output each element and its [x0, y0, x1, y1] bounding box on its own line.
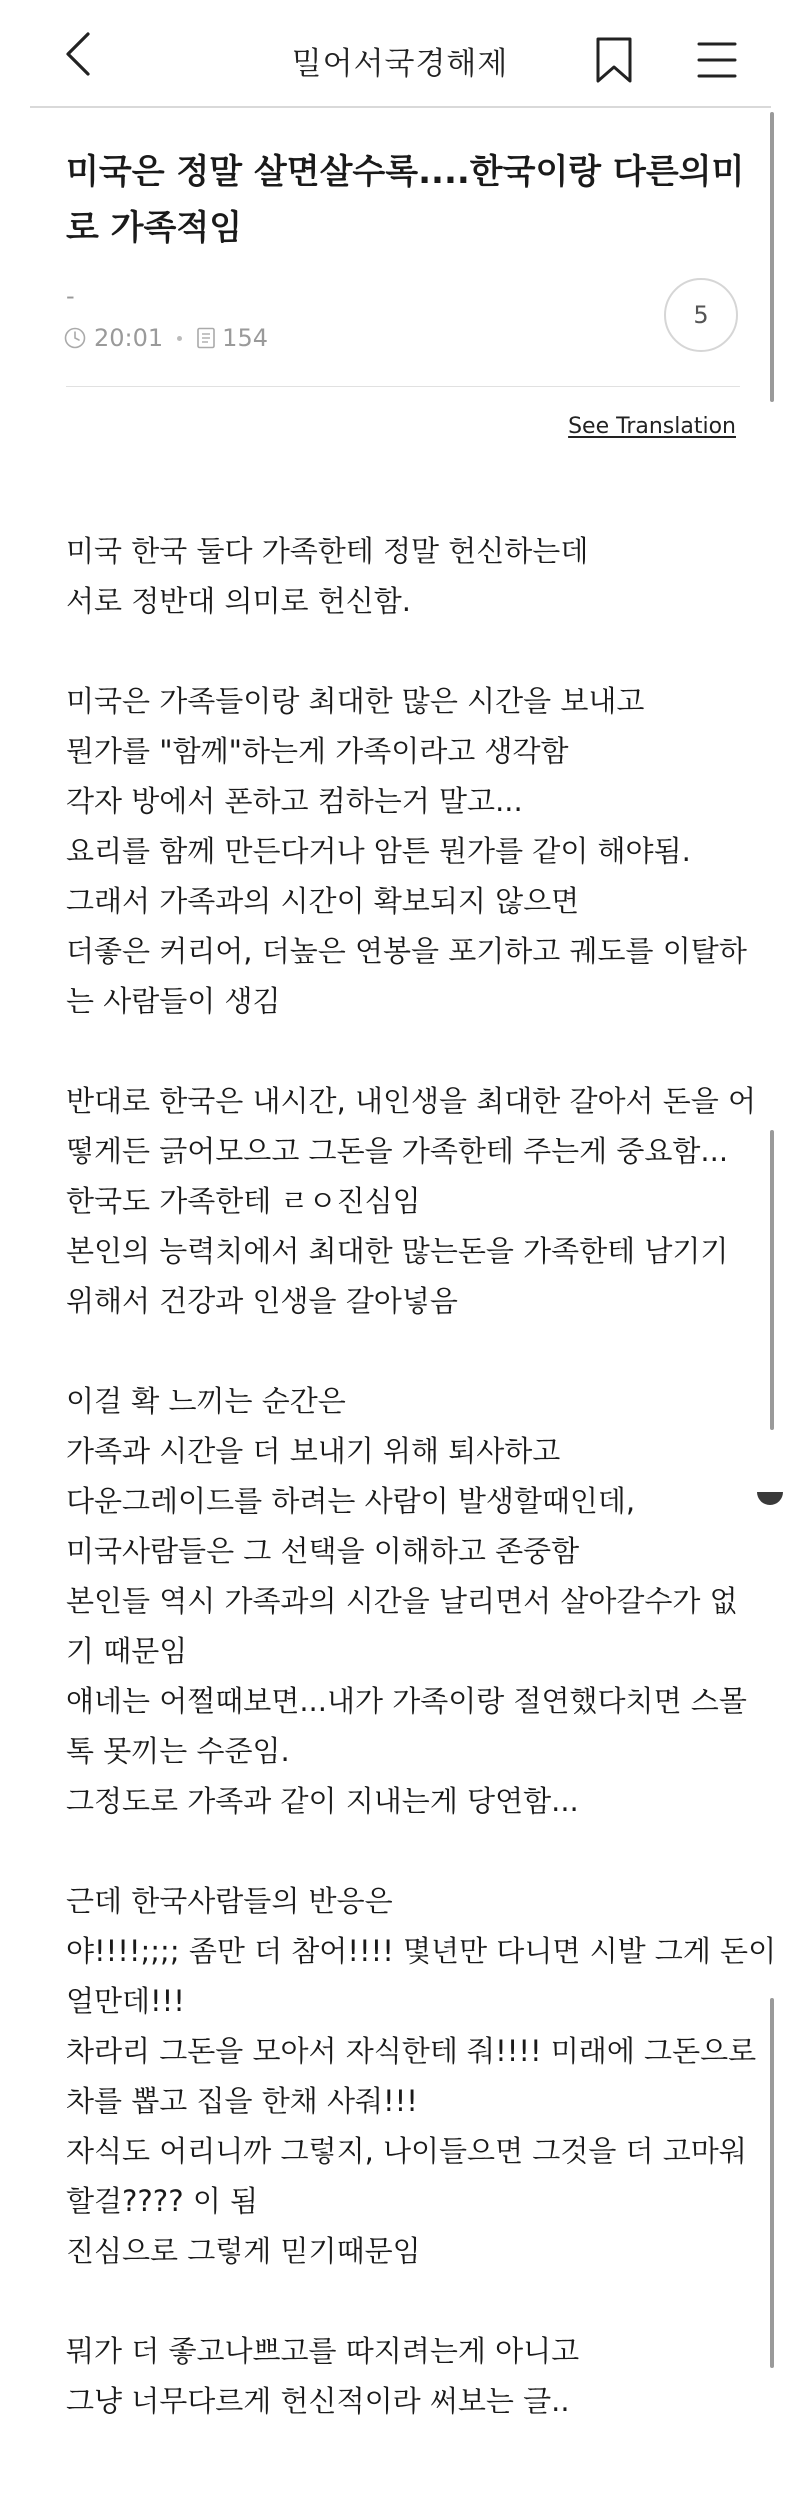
body-line: 요리를 함께 만든다거나 암튼 뭔가를 같이 해야됨.: [66, 834, 691, 868]
body-line: 진심으로 그렇게 믿기때문임: [66, 2234, 421, 2268]
body-line: 얘네는 어쩔때보면...내가 가족이랑 절연했다치면 스몰: [66, 1684, 747, 1718]
post-time: 20:01: [94, 324, 164, 352]
body-line: 그래서 가족과의 시간이 확보되지 않으면: [66, 884, 580, 918]
body-line: 뭐가 더 좋고나쁘고를 따지려는게 아니고: [66, 2334, 580, 2368]
paragraph-gap: [66, 626, 756, 676]
board-title: 밀어서국경해제: [291, 46, 509, 82]
menu-button[interactable]: [695, 38, 739, 82]
paragraph-gap: [66, 1026, 756, 1076]
body-line: 본인의 능력치에서 최대한 많는돈을 가족한테 남기기: [66, 1234, 729, 1268]
body-line: 자식도 어리니까 그렇지, 나이들으면 그것을 더 고마워: [66, 2134, 747, 2168]
separator-dot: [177, 336, 182, 341]
half-circle-icon: [755, 1488, 785, 1508]
body-line: 각자 방에서 폰하고 컴하는거 말고...: [66, 784, 523, 818]
body-line: 한국도 가족한테 ㄹㅇ진심임: [66, 1184, 421, 1218]
document-icon: [196, 327, 216, 349]
comment-count-button[interactable]: 5: [664, 278, 738, 352]
body-line: 그냥 너무다르게 헌신적이라 써보는 글..: [66, 2384, 570, 2418]
clock-icon: [64, 327, 86, 349]
scrollbar-segment[interactable]: [770, 1998, 774, 2368]
scroll-handle[interactable]: [755, 1488, 785, 1508]
top-bar: [0, 0, 800, 108]
body-line: 본인들 역시 가족과의 시간을 날리면서 살아갈수가 없: [66, 1584, 738, 1618]
body-line: 미국 한국 둘다 가족한테 정말 헌신하는데: [66, 534, 589, 568]
bookmark-button[interactable]: [592, 36, 636, 84]
body-line: 기 때문임: [66, 1634, 188, 1668]
paragraph-gap: [66, 2276, 756, 2326]
body-line: 차를 뽑고 집을 한채 사줘!!!: [66, 2084, 418, 2118]
see-translation-link[interactable]: See Translation: [568, 414, 736, 439]
body-line: 는 사람들이 생김: [66, 984, 281, 1018]
body-line: 뭔가를 "함께"하는게 가족이라고 생각함: [66, 734, 569, 768]
body-line: 이걸 확 느끼는 순간은: [66, 1384, 346, 1418]
body-line: 반대로 한국은 내시간, 내인생을 최대한 갈아서 돈을 어: [66, 1084, 757, 1118]
body-line: 톡 못끼는 수준임.: [66, 1734, 290, 1768]
header-divider: [30, 106, 771, 108]
body-line: 가족과 시간을 더 보내기 위해 퇴사하고: [66, 1434, 561, 1468]
paragraph-gap: [66, 1326, 756, 1376]
body-line: 위해서 건강과 인생을 갈아넣음: [66, 1284, 458, 1318]
body-line: 차라리 그돈을 모아서 자식한테 줘!!!! 미래에 그돈으로: [66, 2034, 757, 2068]
body-line: 얼만데!!!: [66, 1984, 185, 2018]
body-line: 다운그레이드를 하려는 사람이 발생할때인데,: [66, 1484, 636, 1518]
paragraph-gap: [66, 1826, 756, 1876]
hamburger-menu-icon: [695, 38, 739, 82]
body-line: 서로 정반대 의미로 헌신함.: [66, 584, 412, 618]
scrollbar-segment[interactable]: [770, 112, 774, 402]
bookmark-icon: [592, 36, 636, 84]
body-line: 그정도로 가족과 같이 지내는게 당연함...: [66, 1784, 579, 1818]
body-line: 미국은 가족들이랑 최대한 많은 시간을 보내고: [66, 684, 645, 718]
body-line: 떻게든 긁어모으고 그돈을 가족한테 주는게 중요함...: [66, 1134, 729, 1168]
view-count: 154: [222, 324, 268, 352]
body-line: 더좋은 커리어, 더높은 연봉을 포기하고 궤도를 이탈하: [66, 934, 747, 968]
post-body: [66, 526, 777, 2426]
body-line: 근데 한국사람들의 반응은: [66, 1884, 393, 1918]
body-line: 할걸???? 이 됨: [66, 2184, 259, 2218]
author-name[interactable]: -: [66, 282, 75, 310]
body-line: 미국사람들은 그 선택을 이해하고 존중함: [66, 1534, 580, 1568]
meta-divider: [66, 386, 740, 387]
post-title: 미국은 정말 살면살수록....한국이랑 다른의미로 가족적임: [66, 152, 745, 248]
scrollbar-segment[interactable]: [770, 1130, 774, 1430]
body-line: 야!!!!;;;; 좀만 더 참어!!!! 몇년만 다니면 시발 그게 돈이: [66, 1934, 777, 1968]
post-meta: [64, 322, 268, 354]
